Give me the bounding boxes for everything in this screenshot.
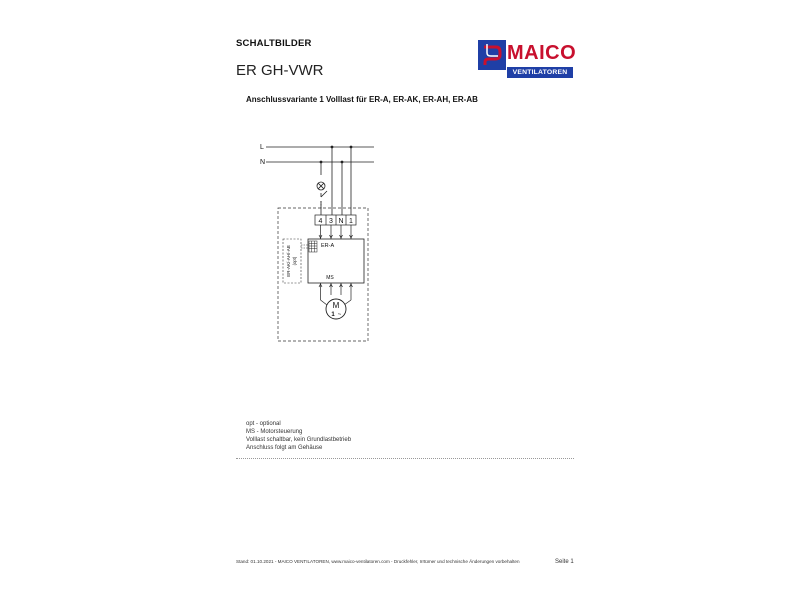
label-l: L (260, 144, 264, 151)
logo-swoosh-icon (482, 43, 502, 67)
footer-text: Stand: 01.10.2021 - MAICO VENTILATOREN, www.maico-ventilatoren.com - Druckfehler, Irrtümer und technische Änderungen vorbehalten (236, 559, 520, 564)
legend-anschluss: Anschluss folgt am Gehäuse (246, 445, 323, 451)
product-title: ER GH-VWR (236, 62, 324, 79)
maico-logo (478, 40, 577, 80)
motor-phase: 1 (331, 312, 335, 318)
section-title: SCHALTBILDER (236, 38, 312, 49)
motor-ac-symbol: ~ (337, 312, 342, 318)
variant-heading: Anschlussvariante 1 Volllast für ER-A, ER-AK, ER-AH, ER-AB (246, 95, 478, 104)
page-number: Seite 1 (555, 559, 574, 565)
legend-volllast: Volllast schaltbar, kein Grundlastbetrieb (246, 437, 352, 443)
logo-tagline: VENTILATOREN (507, 67, 573, 78)
terminal-1: 1 (349, 218, 353, 225)
label-n: N (260, 159, 266, 166)
logo-brand: MAICO (507, 42, 577, 64)
optional-module-label: ER-AK/-AH/-AB (286, 245, 291, 277)
lamp-icon (317, 182, 325, 190)
terminal-n: N (338, 218, 344, 225)
wiring-diagram (250, 135, 400, 350)
legend-ms: MS - Motorsteuerung (246, 429, 303, 435)
switch-contact (321, 191, 327, 197)
optional-module-sub: (opt) (292, 256, 297, 266)
motor-letter: M (332, 301, 340, 310)
terminal-3: 3 (329, 218, 333, 225)
module-label: ER-A (321, 243, 335, 249)
divider (236, 458, 574, 459)
connector-icon (309, 241, 317, 252)
control-label: MS (326, 275, 334, 281)
legend-opt: opt - optional (246, 421, 281, 427)
terminal-4: 4 (318, 218, 323, 225)
